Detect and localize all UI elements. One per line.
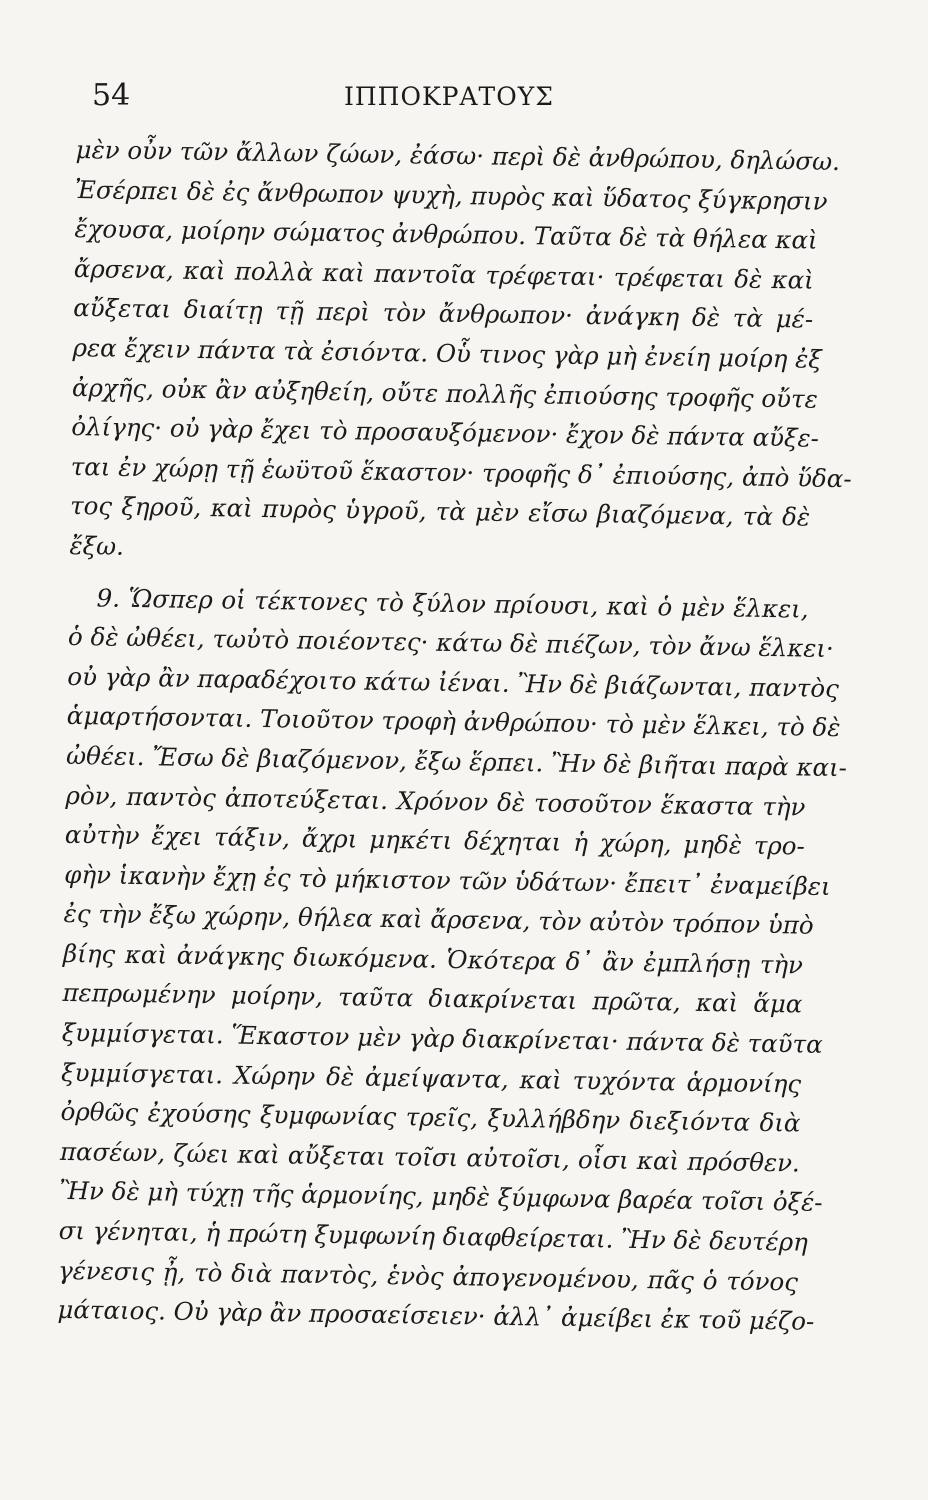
text-line: πεπρωμένην μοίρην, ταῦτα διακρίνεται πρῶτα, καὶ ἅμα (62, 978, 803, 1019)
text-line: ρεα ἔχειν πάντα τὰ ἐσιόντα. Οὗ τινος γὰρ μὴ ἐνείη μοίρη ἐξ (72, 332, 823, 374)
text-line: 9. Ὥσπερ οἱ τέκτονες τὸ ξύλον πρίουσι, καὶ ὁ μὲν ἕλκει, (96, 582, 809, 624)
text-line: ἔχουσα, μοίρην σώματος ἀνθρώπου. Ταῦτα δὲ τὰ θήλεα καὶ (74, 214, 818, 255)
text-line: πασέων, ζώει καὶ αὔξεται τοῖσι αὐτοῖσι, οἷσι καὶ πρόσθεν. (59, 1136, 801, 1178)
text-line: Ἐσέρπει δὲ ἐς ἄνθρωπον ψυχὴ, πυρὸς καὶ ὕδατος ξύγκρησιν (74, 174, 828, 216)
running-head: ΙΠΠΟΚΡΑΤΟΥΣ (344, 82, 554, 111)
text-line: φὴν ἱκανὴν ἔχῃ ἐς τὸ μήκιστον τῶν ὑδάτων· ἔπειτ᾽ ἐναμείβει (64, 859, 831, 901)
text-line: ὀλίγης· οὐ γὰρ ἔχει τὸ προσαυξόμενον· ἔχον δὲ πάντα αὔξε- (71, 412, 820, 453)
body-text (57, 130, 852, 1341)
text-line: βίης καὶ ἀνάγκης διωκόμενα. Ὁκότερα δ᾽ ἂν ἐμπλήσῃ τὴν (62, 938, 804, 980)
text-line: ἄρσενα, καὶ πολλὰ καὶ παντοῖα τρέφεται· τρέφεται δὲ καὶ (73, 253, 814, 295)
text-line: ξυμμίσγεται. Ἕκαστον μὲν γὰρ διακρίνεται· πάντα δὲ ταῦτα (61, 1017, 823, 1059)
paragraph-2 (57, 577, 848, 1341)
text-line: ἐς τὴν ἔξω χώρην, θήλεα καὶ ἄρσενα, τὸν αὐτὸν τρόπον ὑπὸ (63, 899, 814, 940)
paragraph-1 (69, 130, 852, 577)
text-line: μὲν οὖν τῶν ἄλλων ζώων, ἐάσω· περὶ δὲ ἀνθρώπου, δηλώσω. (75, 134, 841, 177)
text-line: οὐ γὰρ ἂν παραδέχοιτο κάτω ἰέναι. Ἢν δὲ βιάζωνται, παντὸς (67, 661, 840, 703)
text-line: ὁ δὲ ὠθέει, τωὐτὸ ποιέοντες· κάτω δὲ πιέζων, τὸν ἄνω ἕλκει· (67, 622, 835, 664)
text-line: ρὸν, παντὸς ἀποτεύξεται. Χρόνον δὲ τοσοῦτον ἕκαστα τὴν (65, 780, 806, 822)
text-line: αὔξεται διαίτῃ τῇ περὶ τὸν ἄνθρωπον· ἀνάγκη δὲ τὰ μέ- (72, 293, 814, 334)
text-line: ξυμμίσγεται. Χώρην δὲ ἀμείψαντα, καὶ τυχόντα ἁρμονίης (60, 1057, 802, 1099)
page-number: 54 (92, 78, 131, 113)
text-line: αὐτὴν ἔχει τάξιν, ἄχρι μηκέτι δέχηται ἡ χώρη, μηδὲ τρο- (64, 820, 806, 861)
text-line: τος ξηροῦ, καὶ πυρὸς ὑγροῦ, τὰ μὲν εἴσω βιαζόμενα, τὰ δὲ (69, 491, 811, 532)
page-header (84, 78, 808, 128)
text-line: ὀρθῶς ἐχούσης ξυμφωνίας τρεῖς, ξυλλήβδην διεξιόντα διὰ (60, 1097, 801, 1138)
text-line: ται ἐν χώρῃ τῇ ἑωϋτοῦ ἕκαστον· τροφῆς δ᾽ ἐπιούσης, ἀπὸ ὕδα- (70, 451, 852, 493)
text-line: Ἢν δὲ μὴ τύχῃ τῆς ἁρμονίης, μηδὲ ξύμφωνα βαρέα τοῖσι ὀξέ- (59, 1176, 823, 1218)
text-line: ἀρχῆς, οὐκ ἂν αὐξηθείη, οὔτε πολλῆς ἐπιούσης τροφῆς οὔτε (71, 372, 819, 414)
text-line: γένεσις ᾖ, τὸ διὰ παντὸς, ἑνὸς ἀπογενομένου, πᾶς ὁ τόνος (57, 1255, 799, 1297)
text-line: ὠθέει. Ἔσω δὲ βιαζόμενον, ἔξω ἕρπει. Ἢν δὲ βιῆται παρὰ και- (65, 740, 848, 783)
text-line: ἁμαρτήσονται. Τοιοῦτον τροφὴ ἀνθρώπου· τὸ μὲν ἕλκει, τὸ δὲ (66, 701, 841, 743)
text-line: σι γένηται, ἡ πρώτη ξυμφωνίη διαφθείρεται. Ἢν δὲ δευτέρη (58, 1215, 809, 1257)
text-line: μάταιος. Οὐ γὰρ ἂν προσαείσειεν· ἀλλ᾽ ἀμείβει ἐκ τοῦ μέζο- (57, 1295, 815, 1336)
text-line: ἔξω. (69, 530, 125, 561)
